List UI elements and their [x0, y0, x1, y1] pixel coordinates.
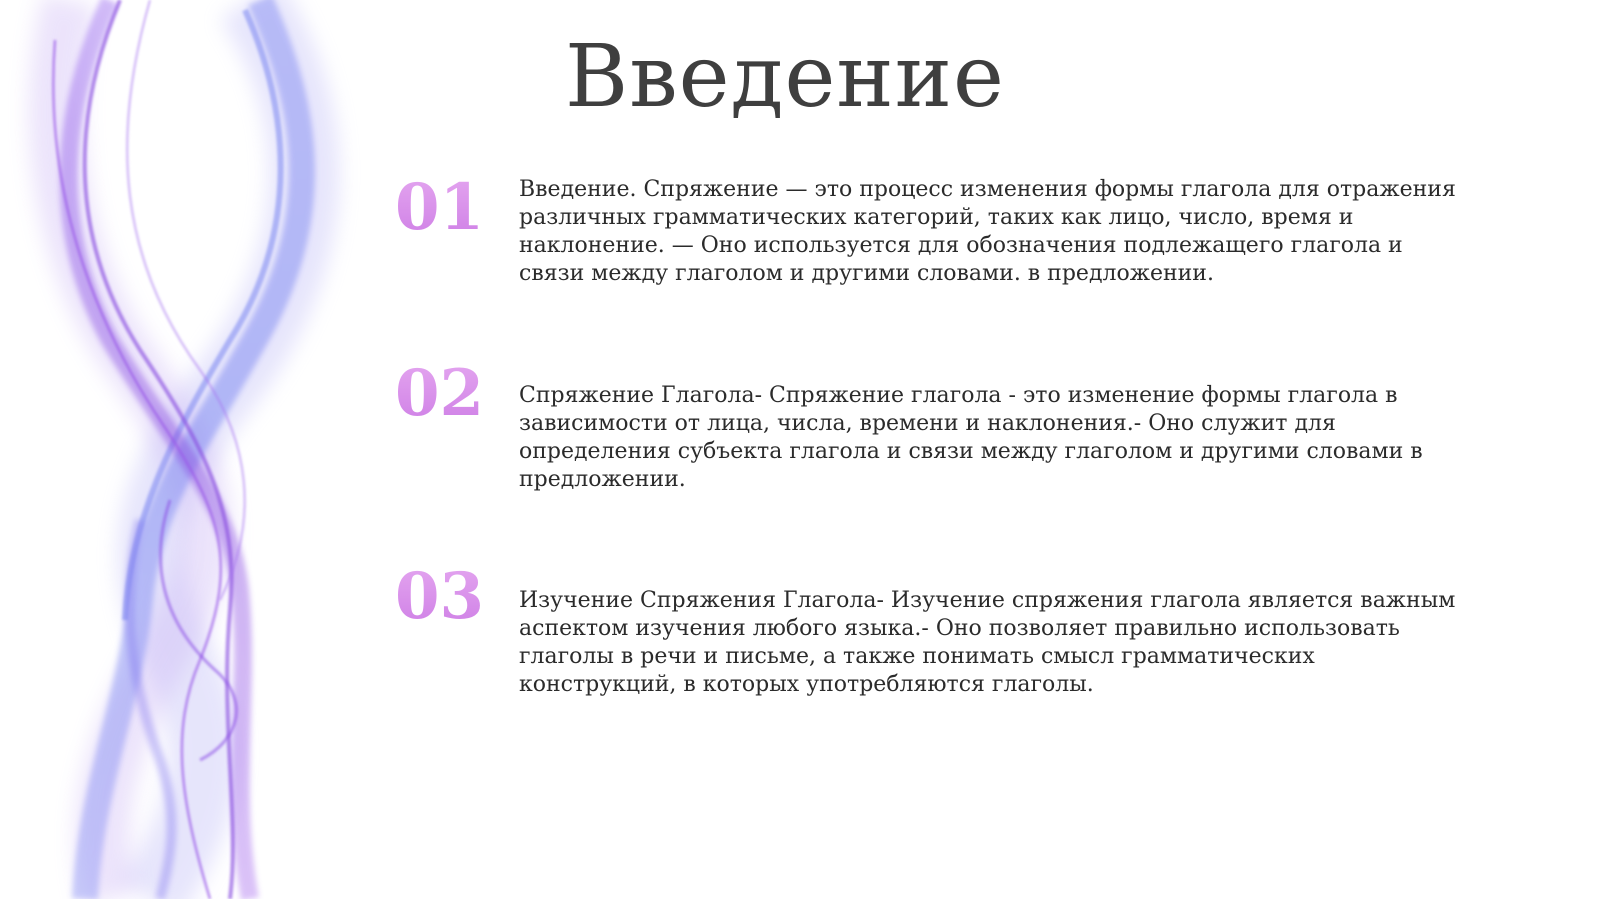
item-number: 02	[395, 362, 495, 426]
item-text: Спряжение Глагола- Спряжение глагола - это изменение формы глагола в зависимости от лица, числа, времени и наклонения.- Оно служит для определения субъекта глагола и связи между глаголом и другими словами в предложении.	[519, 383, 1423, 492]
slide-title	[0, 22, 1600, 132]
item-text: Изучение Спряжения Глагола- Изучение спряжения глагола является важным аспектом изучения любого языка.- Оно позволяет правильно использовать глаголы в речи и письме, а также понимать смысл грамматических конструкций, в которых употребляются глаголы.	[519, 588, 1456, 697]
item-number: 01	[395, 176, 495, 240]
item-number: 03	[395, 565, 495, 629]
item-text: Введение. Спряжение — это процесс изменения формы глагола для отражения различных грамматических категорий, таких как лицо, число, время и наклонение. — Оно используется для обозначения подлежащего глагола и связи между глаголом и другими словами. в предложении.	[519, 177, 1456, 286]
slide-title-text: Введение	[565, 27, 1005, 127]
purple-smoke-decoration	[0, 0, 420, 899]
